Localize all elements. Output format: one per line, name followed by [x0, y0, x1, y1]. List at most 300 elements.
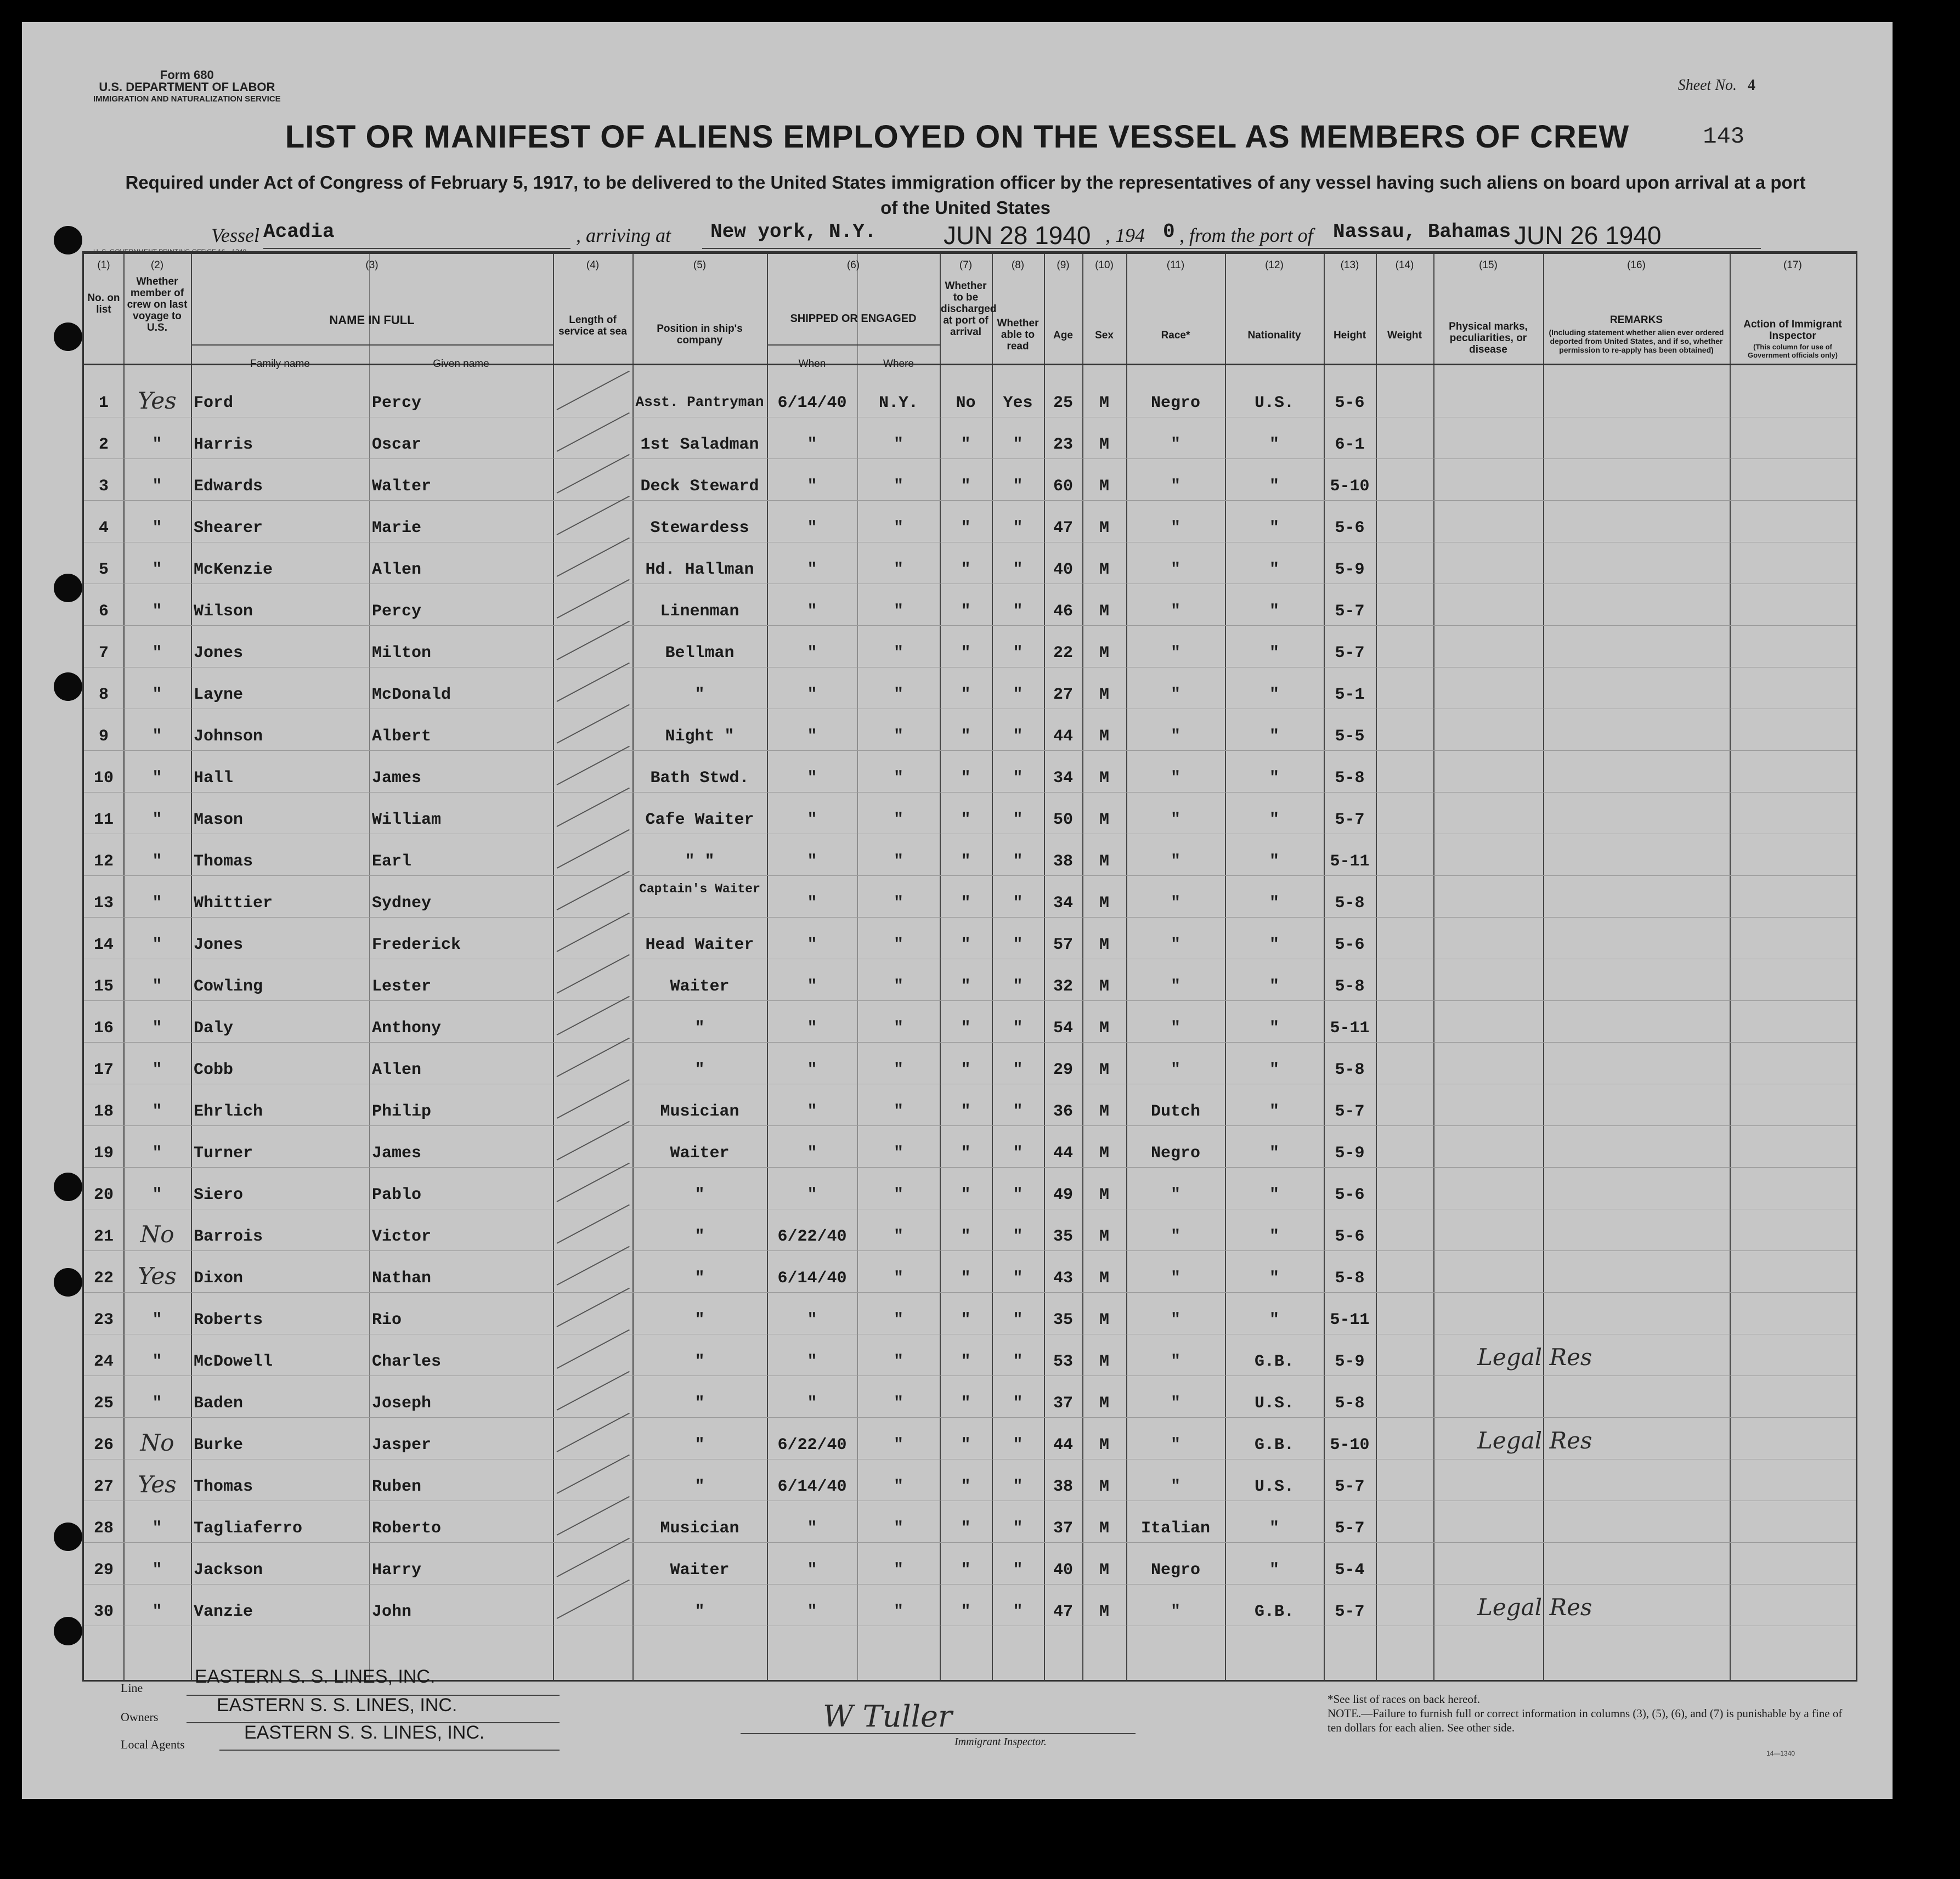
discharged-cell: " [961, 852, 971, 871]
prior-voyage-cell: " [152, 811, 162, 829]
able-to-read-cell: " [1013, 686, 1023, 704]
age-cell: 38 [1053, 852, 1073, 871]
able-to-read-cell: " [1013, 1269, 1023, 1288]
family-name-cell: Turner [194, 1144, 253, 1163]
shipped-where-cell: " [893, 1186, 903, 1204]
sex-cell: M [1099, 1394, 1109, 1413]
arrival-underline [702, 248, 1761, 249]
row-number: 14 [93, 936, 114, 954]
shipped-when-cell: " [807, 769, 817, 788]
given-name-cell: Charles [372, 1352, 442, 1371]
nationality-cell: " [1269, 1519, 1279, 1538]
given-name-cell: Sydney [372, 894, 432, 913]
height-cell: 5-6 [1335, 936, 1365, 954]
position-cell: " [694, 1436, 705, 1454]
row-rule [84, 875, 1856, 876]
shipped-where-cell: " [893, 1102, 903, 1121]
nationality-cell: G.B. [1254, 1352, 1294, 1371]
height-cell: 5-8 [1335, 769, 1365, 788]
discharged-cell: " [961, 1352, 971, 1371]
position-cell: Asst. Pantryman [635, 394, 764, 410]
discharged-cell: " [961, 1144, 971, 1163]
row-number: 25 [93, 1394, 114, 1413]
height-cell: 5-8 [1335, 1061, 1365, 1079]
nationality-cell: " [1269, 894, 1279, 913]
prior-voyage-cell: " [152, 644, 162, 663]
service-tick-mark [557, 371, 630, 410]
nationality-cell: " [1269, 769, 1279, 788]
able-to-read-cell: " [1013, 435, 1023, 454]
shipped-where-cell: " [893, 1019, 903, 1038]
race-cell: " [1170, 1394, 1180, 1413]
discharged-cell: " [961, 1019, 971, 1038]
inspector-underline [741, 1733, 1136, 1734]
race-cell: Italian [1140, 1519, 1211, 1538]
height-cell: 6-1 [1335, 435, 1365, 454]
discharged-cell: " [961, 686, 971, 704]
service-tick-mark [557, 1580, 630, 1619]
family-name-cell: Johnson [194, 727, 263, 746]
position-cell: Cafe Waiter [645, 811, 754, 829]
service-tick-mark [557, 829, 630, 869]
prior-voyage-cell: Yes [138, 387, 177, 414]
given-name-cell: Frederick [372, 936, 461, 954]
service-tick-mark [557, 871, 630, 910]
age-cell: 40 [1053, 1561, 1073, 1580]
arriving-label: , arriving at [576, 224, 671, 246]
shipped-where-cell: " [893, 1436, 903, 1454]
able-to-read-cell: " [1013, 1436, 1023, 1454]
race-cell: " [1170, 894, 1180, 913]
col-divider [369, 254, 370, 1680]
service-tick-mark [557, 1204, 630, 1244]
punch-hole [54, 1268, 82, 1297]
position-cell: " [694, 1019, 705, 1038]
row-number: 30 [93, 1603, 114, 1621]
position-cell: " [694, 1186, 705, 1204]
punch-hole [54, 322, 82, 351]
race-cell: Negro [1150, 394, 1200, 412]
able-to-read-cell: " [1013, 977, 1023, 996]
race-cell: " [1170, 1061, 1180, 1079]
given-name-cell: Harry [372, 1561, 422, 1580]
shipped-when-cell: 6/22/40 [777, 1227, 847, 1246]
service-tick-mark [557, 746, 630, 785]
given-name-cell: Joseph [372, 1394, 432, 1413]
row-number: 22 [93, 1269, 114, 1288]
shipped-when-cell: " [807, 561, 817, 579]
age-cell: 25 [1053, 394, 1073, 412]
position-cell: Musician [660, 1102, 739, 1121]
family-name-cell: Jones [194, 936, 244, 954]
height-cell: 5-7 [1335, 602, 1365, 621]
row-number: 13 [93, 894, 114, 913]
nationality-cell: " [1269, 727, 1279, 746]
manifest-sheet [22, 22, 1893, 1799]
given-name-cell: Marie [372, 519, 422, 537]
height-cell: 5-7 [1335, 1519, 1365, 1538]
page-number: 143 [1703, 123, 1744, 150]
position-cell: 1st Saladman [640, 435, 759, 454]
discharged-cell: " [961, 1478, 971, 1496]
shipped-where-cell: " [893, 644, 903, 663]
nationality-cell: " [1269, 435, 1279, 454]
row-number: 19 [93, 1144, 114, 1163]
sex-cell: M [1099, 894, 1109, 913]
height-cell: 5-9 [1335, 1144, 1365, 1163]
shipped-when-cell: " [807, 1186, 817, 1204]
race-cell: " [1170, 1603, 1180, 1621]
nationality-cell: " [1269, 644, 1279, 663]
family-name-cell: Siero [194, 1186, 244, 1204]
nationality-cell: " [1269, 852, 1279, 871]
sex-cell: M [1099, 769, 1109, 788]
shipped-when-cell: " [807, 644, 817, 663]
shipped-where-cell: " [893, 561, 903, 579]
height-cell: 5-8 [1335, 977, 1365, 996]
inspector-signature: W Tuller [823, 1699, 952, 1734]
sheet-number [1678, 77, 1755, 94]
sex-cell: M [1099, 977, 1109, 996]
prior-voyage-cell: " [152, 1603, 162, 1621]
shipped-when-cell: " [807, 894, 817, 913]
age-cell: 37 [1053, 1519, 1073, 1538]
department-name: U.S. DEPARTMENT OF LABOR [99, 80, 275, 94]
shipped-when-cell: 6/14/40 [777, 1269, 847, 1288]
age-cell: 23 [1053, 435, 1073, 454]
height-cell: 5-11 [1330, 852, 1370, 871]
discharged-cell: " [961, 769, 971, 788]
family-name-cell: McDowell [194, 1352, 273, 1371]
agents-label: Local Agents [121, 1737, 185, 1751]
shipped-where-cell: " [893, 936, 903, 954]
row-rule [84, 1000, 1856, 1001]
position-cell: " [694, 1227, 705, 1246]
year-label: , 194 [1105, 224, 1145, 246]
race-cell: " [1170, 769, 1180, 788]
height-cell: 5-7 [1335, 811, 1365, 829]
nationality-cell: " [1269, 477, 1279, 496]
race-cell: " [1170, 561, 1180, 579]
row-rule [84, 792, 1856, 793]
family-name-cell: Barrois [194, 1227, 263, 1246]
row-number: 17 [93, 1061, 114, 1079]
discharged-cell: " [961, 1603, 971, 1621]
given-name-cell: Nathan [372, 1269, 432, 1288]
discharged-cell: No [956, 394, 976, 412]
family-name-cell: Baden [194, 1394, 244, 1413]
row-rule [84, 500, 1856, 501]
discharged-cell: " [961, 477, 971, 496]
family-name-cell: Dixon [194, 1269, 244, 1288]
col-divider [123, 254, 125, 1680]
sex-cell: M [1099, 602, 1109, 621]
agents-underline [219, 1750, 560, 1751]
given-name-cell: Albert [372, 727, 432, 746]
shipped-when-cell: 6/22/40 [777, 1436, 847, 1454]
shipped-where-cell: " [893, 1269, 903, 1288]
shipped-where-cell: " [893, 1519, 903, 1538]
race-cell: " [1170, 602, 1180, 621]
family-name-cell: McKenzie [194, 561, 273, 579]
form-number: Form 680 [160, 68, 214, 82]
shipped-where-cell: N.Y. [878, 394, 918, 412]
shipped-where-cell: " [893, 1144, 903, 1163]
row-rule [84, 625, 1856, 626]
row-number: 12 [93, 852, 114, 871]
nationality-cell: U.S. [1254, 1478, 1294, 1496]
shipped-when-cell: 6/14/40 [777, 394, 847, 412]
nationality-cell: G.B. [1254, 1603, 1294, 1621]
col14-number: (14) [1395, 259, 1414, 271]
height-cell: 5-6 [1335, 394, 1365, 412]
age-cell: 47 [1053, 519, 1073, 537]
position-cell: Linenman [660, 602, 739, 621]
nationality-cell: " [1269, 1227, 1279, 1246]
col-divider [1376, 254, 1377, 1680]
shipped-when-cell: " [807, 1519, 817, 1538]
row-number: 11 [93, 811, 114, 829]
service-tick-mark [557, 996, 630, 1035]
shipped-where-cell: " [893, 1311, 903, 1329]
age-cell: 29 [1053, 1061, 1073, 1079]
height-cell: 5-4 [1335, 1561, 1365, 1580]
row-number: 7 [98, 644, 109, 663]
race-cell: " [1170, 936, 1180, 954]
shipped-when-cell: " [807, 1061, 817, 1079]
able-to-read-cell: " [1013, 1019, 1023, 1038]
line-label: Line [121, 1681, 143, 1695]
row-rule [84, 917, 1856, 918]
able-to-read-cell: " [1013, 727, 1023, 746]
col2-header: Whether member of crew on last voyage to U.S. [127, 276, 188, 333]
shipped-where-cell: " [893, 1061, 903, 1079]
nationality-cell: G.B. [1254, 1436, 1294, 1454]
service-tick-mark [557, 1163, 630, 1202]
nationality-cell: " [1269, 561, 1279, 579]
col10-number: (10) [1095, 259, 1114, 271]
row-rule [84, 1125, 1856, 1126]
col-divider [1433, 254, 1434, 1680]
shipped-when-cell: " [807, 1603, 817, 1621]
prior-voyage-cell: No [140, 1221, 174, 1248]
line-value: EASTERN S. S. LINES, INC. [195, 1666, 436, 1687]
row-number: 26 [93, 1436, 114, 1454]
col15-number: (15) [1479, 259, 1498, 271]
sex-cell: M [1099, 1603, 1109, 1621]
service-tick-mark [557, 704, 630, 744]
discharged-cell: " [961, 561, 971, 579]
col-divider [1044, 254, 1045, 1680]
shipped-where-cell: " [893, 1227, 903, 1246]
footnotes [1328, 1692, 1854, 1735]
sex-cell: M [1099, 477, 1109, 496]
family-name-cell: Jones [194, 644, 244, 663]
row-number: 28 [93, 1519, 114, 1538]
position-cell: Bellman [665, 644, 735, 663]
position-cell: Waiter [670, 1561, 730, 1580]
shipped-when-cell: " [807, 1352, 817, 1371]
punch-hole [54, 226, 82, 254]
sex-cell: M [1099, 561, 1109, 579]
col4-header: Length of service at sea [558, 314, 627, 337]
remarks-cell: Legal Res [1477, 1427, 1592, 1454]
age-cell: 47 [1053, 1603, 1073, 1621]
able-to-read-cell: " [1013, 894, 1023, 913]
col16-note: (Including statement whether alien ever ordered deported from United States, and if so, whether permission to re-apply has been obtained) [1549, 328, 1724, 354]
height-cell: 5-7 [1335, 1102, 1365, 1121]
position-cell: Waiter [670, 977, 730, 996]
col16-number: (16) [1627, 259, 1646, 271]
position-cell: " " [685, 852, 715, 871]
able-to-read-cell: " [1013, 936, 1023, 954]
owners-value: EASTERN S. S. LINES, INC. [217, 1695, 457, 1716]
given-name-cell: Allen [372, 1061, 422, 1079]
position-cell: Bath Stwd. [650, 769, 749, 788]
prior-voyage-cell: " [152, 1561, 162, 1580]
position-cell: Musician [660, 1519, 739, 1538]
sex-cell: M [1099, 686, 1109, 704]
family-name-cell: Daly [194, 1019, 234, 1038]
col6-number: (6) [846, 259, 860, 271]
position-cell: Hd. Hallman [645, 561, 754, 579]
shipped-where-cell: " [893, 769, 903, 788]
row-number: 6 [98, 602, 109, 621]
able-to-read-cell: " [1013, 477, 1023, 496]
sex-cell: M [1099, 727, 1109, 746]
nationality-cell: U.S. [1254, 1394, 1294, 1413]
race-cell: Negro [1150, 1144, 1200, 1163]
discharged-cell: " [961, 1269, 971, 1288]
row-number: 20 [93, 1186, 114, 1204]
position-cell: " [694, 1352, 705, 1371]
nationality-cell: " [1269, 1102, 1279, 1121]
given-name-cell: Pablo [372, 1186, 422, 1204]
position-cell: Stewardess [650, 519, 749, 537]
penalty-note: NOTE.—Failure to furnish full or correct information in columns (3), (5), (6), and (7) is punishable by a fine of ten dollars for each alien. See other side. [1328, 1707, 1843, 1734]
sex-cell: M [1099, 1102, 1109, 1121]
arriving-port: New york, N.Y. [710, 220, 877, 243]
age-cell: 49 [1053, 1186, 1073, 1204]
sex-cell: M [1099, 1019, 1109, 1038]
given-name-cell: Percy [372, 602, 422, 621]
race-cell: " [1170, 1269, 1180, 1288]
age-cell: 35 [1053, 1227, 1073, 1246]
family-name-cell: Shearer [194, 519, 263, 537]
discharged-cell: " [961, 894, 971, 913]
family-name-cell: Vanzie [194, 1603, 253, 1621]
age-cell: 57 [1053, 936, 1073, 954]
row-number: 4 [98, 519, 109, 537]
vessel-name: Acadia [263, 220, 335, 243]
race-cell: " [1170, 519, 1180, 537]
race-cell: Dutch [1150, 1102, 1200, 1121]
service-tick-mark [557, 1496, 630, 1536]
prior-voyage-cell: " [152, 561, 162, 579]
position-cell: " [694, 686, 705, 704]
remarks-cell: Legal Res [1477, 1594, 1592, 1621]
discharged-cell: " [961, 936, 971, 954]
family-name-cell: Cowling [194, 977, 263, 996]
row-number: 8 [98, 686, 109, 704]
col16-header: REMARKS [1609, 314, 1663, 326]
col-divider [1324, 254, 1325, 1680]
form-identifier [93, 69, 281, 105]
punch-hole [54, 1173, 82, 1201]
prior-voyage-cell: " [152, 435, 162, 454]
nationality-cell: " [1269, 1061, 1279, 1079]
discharged-cell: " [961, 1102, 971, 1121]
discharged-cell: " [961, 1519, 971, 1538]
shipped-when-cell: " [807, 977, 817, 996]
sex-cell: M [1099, 1478, 1109, 1496]
race-cell: " [1170, 686, 1180, 704]
nationality-cell: " [1269, 1269, 1279, 1288]
discharged-cell: " [961, 727, 971, 746]
shipped-where-cell: " [893, 1352, 903, 1371]
col13-header: Height [1333, 330, 1366, 341]
sex-cell: M [1099, 1519, 1109, 1538]
race-cell: Negro [1150, 1561, 1200, 1580]
given-name-cell: William [372, 811, 442, 829]
family-name-cell: Harris [194, 435, 253, 454]
able-to-read-cell: " [1013, 644, 1023, 663]
shipped-when-cell: 6/14/40 [777, 1478, 847, 1496]
height-cell: 5-11 [1330, 1019, 1370, 1038]
shipped-where-cell: " [893, 602, 903, 621]
prior-voyage-cell: Yes [138, 1471, 177, 1498]
age-cell: 34 [1053, 894, 1073, 913]
height-cell: 5-10 [1330, 1436, 1370, 1454]
col5-number: (5) [693, 259, 707, 271]
shipped-where-cell: " [893, 435, 903, 454]
col3-number: (3) [365, 259, 379, 271]
race-cell: " [1170, 1186, 1180, 1204]
given-name-cell: McDonald [372, 686, 451, 704]
shipped-when-cell: " [807, 811, 817, 829]
service-tick-mark [557, 788, 630, 827]
col-divider [191, 254, 192, 1680]
from-port: Nassau, Bahamas [1333, 220, 1511, 243]
row-number: 15 [93, 977, 114, 996]
race-cell: " [1170, 811, 1180, 829]
service-tick-mark [557, 1371, 630, 1411]
col17-number: (17) [1783, 259, 1802, 271]
nationality-cell: " [1269, 936, 1279, 954]
height-cell: 5-10 [1330, 477, 1370, 496]
col11-header: Race* [1161, 330, 1190, 341]
given-name-cell: Roberto [372, 1519, 442, 1538]
printing-office: U. S. GOVERNMENT PRINTING OFFICE 16—1340 [93, 248, 247, 256]
race-cell: " [1170, 1019, 1180, 1038]
prior-voyage-cell: " [152, 1519, 162, 1538]
row-rule [84, 1292, 1856, 1293]
age-cell: 35 [1053, 1311, 1073, 1329]
age-cell: 22 [1053, 644, 1073, 663]
shipped-when-cell: " [807, 519, 817, 537]
age-cell: 38 [1053, 1478, 1073, 1496]
col4-number: (4) [586, 259, 600, 271]
prior-voyage-cell: " [152, 477, 162, 496]
able-to-read-cell: " [1013, 519, 1023, 537]
position-cell: " [694, 1394, 705, 1413]
nationality-cell: U.S. [1254, 394, 1294, 412]
nationality-cell: " [1269, 977, 1279, 996]
sex-cell: M [1099, 1227, 1109, 1246]
height-cell: 5-6 [1335, 519, 1365, 537]
prior-voyage-cell: " [152, 1102, 162, 1121]
service-tick-mark [557, 1246, 630, 1286]
